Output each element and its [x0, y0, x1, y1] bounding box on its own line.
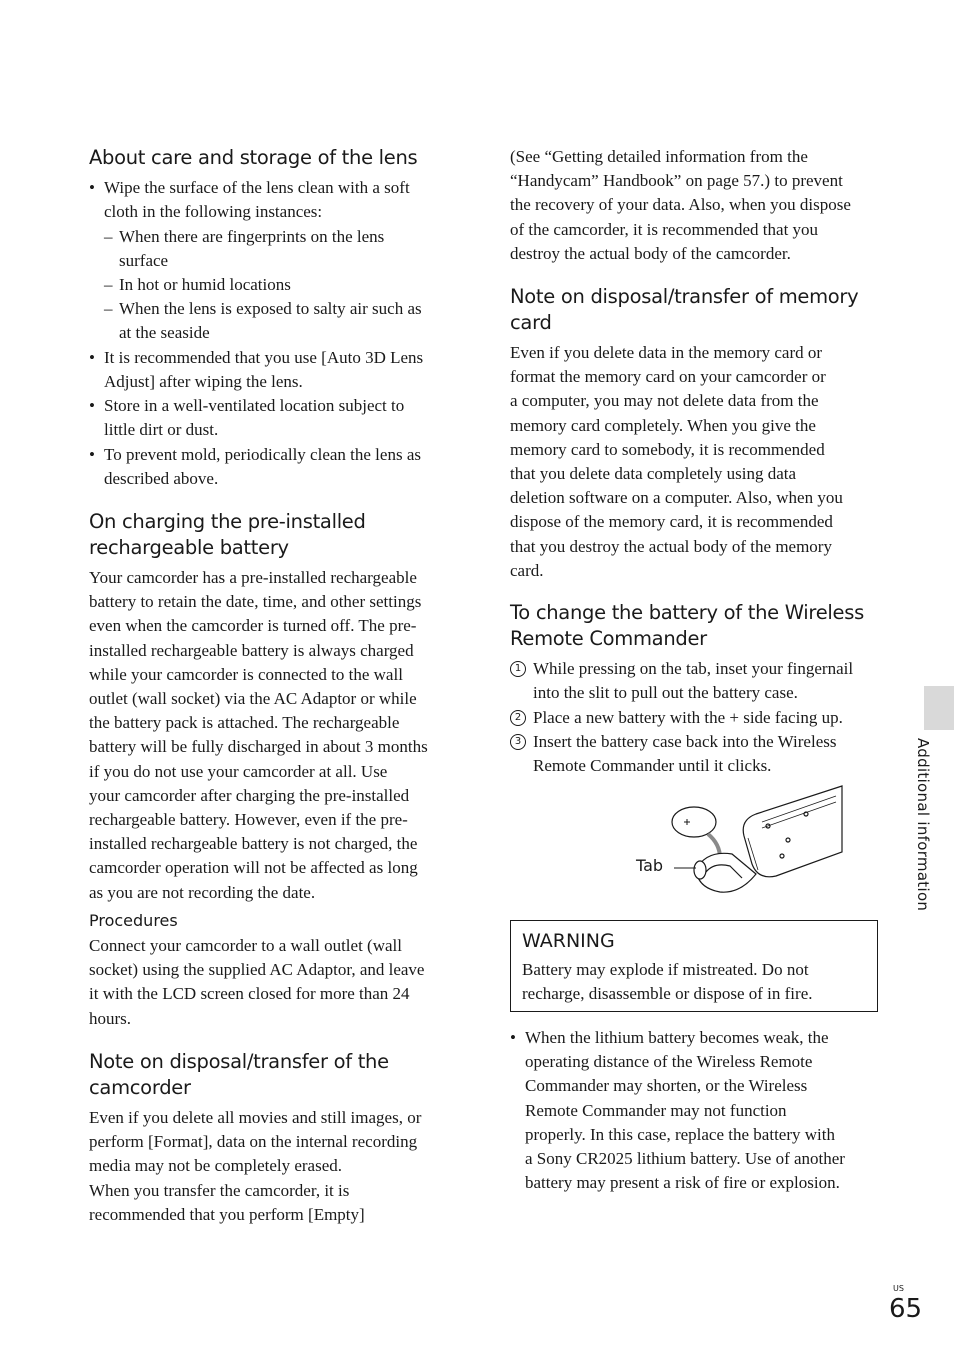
warning-box [510, 920, 878, 1012]
text-line: Battery may explode if mistreated. Do not [522, 960, 809, 979]
text-line: memory card completely. When you give the [510, 415, 816, 435]
warning-title: WARNING [522, 930, 615, 952]
text-line: outlet (wall socket) via the AC Adaptor or while [89, 689, 417, 709]
text-line: Adjust] after wiping the lens. [104, 372, 303, 392]
text-line: camcorder operation will not be affected as long [89, 858, 418, 878]
heading-line: camcorder [89, 1076, 191, 1099]
text-line: installed rechargeable battery is always charged [89, 640, 414, 660]
text-line: little dirt or dust. [104, 420, 219, 440]
lens-heading: About care and storage of the lens [89, 146, 418, 169]
dash-mark: – [104, 227, 113, 246]
text-line: Place a new battery with the + side facing up. [533, 708, 843, 727]
text-line: of the camcorder, it is recommended that you [510, 219, 819, 239]
text-line: that you delete data completely using data [510, 464, 797, 484]
heading-line: card [510, 311, 552, 334]
warning-text [522, 958, 813, 1006]
text-line: memory card to somebody, it is recommended [510, 439, 825, 459]
heading-line: Remote Commander [510, 627, 707, 650]
text-line: In hot or humid locations [119, 275, 291, 294]
step-number-1: 1 [510, 661, 526, 677]
text-line: even when the camcorder is turned off. The pre- [89, 616, 417, 636]
charging-heading [89, 509, 459, 561]
text-line: that you destroy the actual body of the memory [510, 536, 832, 556]
heading-line: Note on disposal/transfer of memory [510, 285, 859, 308]
text-line: battery will be fully discharged in about 3 months [89, 737, 428, 757]
procedures-label: Procedures [89, 911, 178, 930]
text-line: while your camcorder is connected to the wall [89, 664, 403, 684]
text-line: into the slit to pull out the battery case. [533, 683, 798, 703]
text-line: if you do not use your camcorder at all. Use [89, 761, 388, 781]
text-line: at the seaside [119, 323, 210, 343]
text-line: When there are fingerprints on the lens [119, 227, 385, 246]
text-line: installed rechargeable battery is not charged, the [89, 834, 418, 854]
section-tab-marker [924, 686, 954, 730]
text-line: perform [Format], data on the internal recording [89, 1132, 418, 1152]
memory-text [510, 341, 882, 583]
bullet-mark: • [89, 348, 95, 367]
text-line: To prevent mold, periodically clean the lens as [104, 445, 421, 464]
disposal-heading [89, 1049, 459, 1101]
text-line: Wipe the surface of the lens clean with a soft [104, 178, 410, 197]
continued-text [510, 145, 882, 266]
heading-line: rechargeable battery [89, 536, 289, 559]
text-line: card. [510, 560, 544, 580]
text-line: Remote Commander until it clicks. [533, 756, 772, 776]
text-line: It is recommended that you use [Auto 3D Lens [104, 348, 424, 367]
text-line: it with the LCD screen closed for more than 24 [89, 984, 410, 1004]
text-line: deletion software on a computer. Also, when you [510, 488, 843, 508]
text-line: operating distance of the Wireless Remote [525, 1052, 813, 1072]
disposal-text [89, 1106, 459, 1227]
battery-case-illustration [636, 784, 846, 902]
text-line: battery may present a risk of fire or explosion. [525, 1173, 840, 1193]
text-line: a computer, you may not delete data from the [510, 391, 819, 411]
text-line: Even if you delete all movies and still images, or [89, 1108, 422, 1127]
text-line: a Sony CR2025 lithium battery. Use of another [525, 1149, 845, 1169]
heading-line: To change the battery of the Wireless [510, 601, 864, 624]
step-number-2: 2 [510, 710, 526, 726]
text-line: the recovery of your data. Also, when you dispose [510, 195, 851, 215]
bullet-mark: • [510, 1028, 516, 1047]
text-line: When the lens is exposed to salty air such as [119, 299, 422, 318]
dash-mark: – [104, 275, 113, 294]
coin-battery-drawing [672, 807, 716, 837]
procedures-text [89, 934, 459, 1031]
text-line: rechargeable battery. However, even if the pre- [89, 810, 408, 830]
text-line: When you transfer the camcorder, it is [89, 1180, 350, 1200]
text-line: Even if you delete data in the memory card or [510, 343, 823, 362]
text-line: media may not be completely erased. [89, 1156, 343, 1176]
text-line: recharge, disassemble or dispose of in fire. [522, 984, 813, 1004]
text-line: destroy the actual body of the camcorder. [510, 243, 791, 263]
battery-heading [510, 600, 882, 652]
step-number-3: 3 [510, 734, 526, 750]
bullet-mark: • [89, 445, 95, 464]
text-line: properly. In this case, replace the battery with [525, 1124, 835, 1144]
page-region-label: US [893, 1284, 904, 1293]
text-line: surface [119, 251, 169, 271]
text-line: recommended that you perform [Empty] [89, 1204, 365, 1224]
text-line: (See “Getting detailed information from the [510, 147, 808, 166]
figure-tab-label: Tab [636, 856, 664, 875]
remote-commander-drawing [743, 786, 842, 877]
text-line: “Handycam” Handbook” on page 57.) to prevent [510, 171, 843, 191]
text-line: described above. [104, 469, 219, 489]
text-line: Remote Commander may not function [525, 1100, 787, 1120]
heading-line: Note on disposal/transfer of the [89, 1050, 389, 1073]
text-line: When the lithium battery becomes weak, the [525, 1028, 829, 1047]
text-line: your camcorder after charging the pre-installed [89, 785, 410, 805]
text-line: Connect your camcorder to a wall outlet (wall [89, 936, 402, 955]
text-line: battery to retain the date, time, and other settings [89, 592, 422, 612]
text-line: format the memory card on your camcorder or [510, 367, 826, 387]
dash-mark: – [104, 299, 113, 318]
text-line: While pressing on the tab, inset your fingernail [533, 659, 854, 678]
text-line: as you are not recording the date. [89, 882, 316, 902]
section-side-label: Additional information [914, 738, 932, 912]
text-line: hours. [89, 1008, 132, 1028]
bullet-mark: • [89, 178, 95, 197]
text-line: Commander may shorten, or the Wireless [525, 1076, 808, 1096]
heading-line: On charging the pre-installed [89, 510, 366, 533]
memory-heading [510, 284, 882, 336]
charging-text [89, 566, 459, 905]
bullet-mark: • [89, 396, 95, 415]
text-line: dispose of the memory card, it is recommended [510, 512, 833, 532]
text-line: cloth in the following instances: [104, 202, 323, 222]
text-line: Your camcorder has a pre-installed rechargeable [89, 568, 417, 587]
text-line: Insert the battery case back into the Wireless [533, 732, 837, 751]
page-number: 65 [889, 1294, 923, 1324]
text-line: the battery pack is attached. The rechargeable [89, 713, 400, 733]
text-line: Store in a well-ventilated location subject to [104, 396, 405, 415]
text-line: socket) using the supplied AC Adaptor, and leave [89, 960, 425, 980]
battery-case-drawing [694, 853, 756, 892]
